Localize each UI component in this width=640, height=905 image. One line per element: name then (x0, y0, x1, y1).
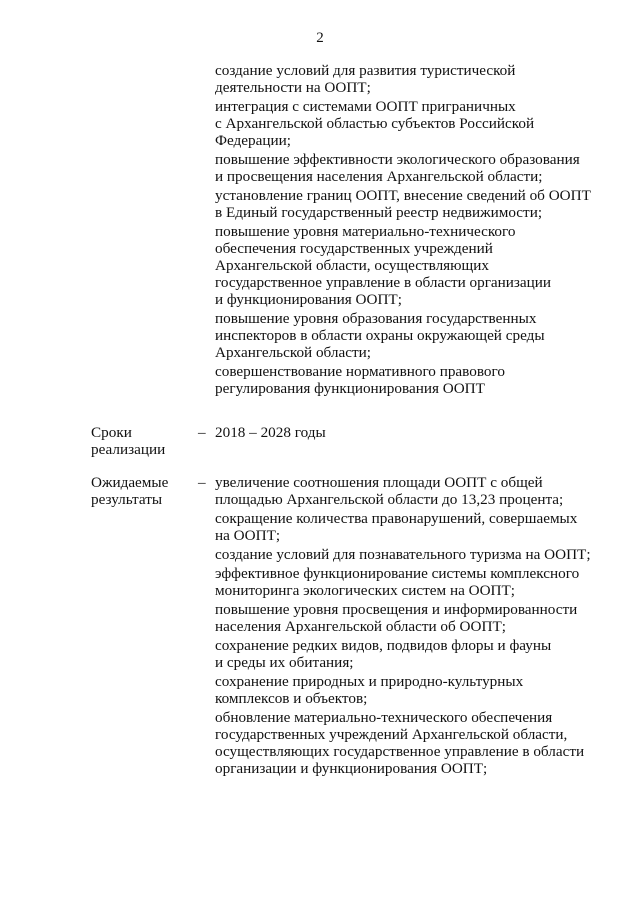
task-item (215, 363, 607, 397)
task-item (215, 310, 607, 361)
task-item-line: установление границ ООПТ, внесение сведений об ООПТ (215, 187, 591, 204)
task-item (215, 151, 607, 185)
task-item-line: интеграция с системами ООПТ приграничных (215, 98, 516, 115)
result-item-line: сохранение природных и природно-культурных (215, 673, 524, 690)
task-item-line: повышение уровня образования государственных (215, 310, 537, 327)
task-item-line: и функционирования ООПТ; (215, 291, 402, 308)
task-item-line: совершенствование нормативного правового (215, 363, 505, 380)
task-item-line: Федерации; (215, 132, 291, 149)
terms-label-line: Сроки (91, 424, 132, 441)
result-item-line: комплексов и объектов; (215, 690, 368, 707)
result-item-line: организации и функционирования ООПТ; (215, 760, 488, 777)
result-item (215, 510, 607, 544)
task-item-line: государственное управление в области организации (215, 274, 552, 291)
result-item (215, 601, 607, 635)
task-item-line: деятельности на ООПТ; (215, 79, 371, 96)
result-item-line: повышение уровня просвещения и информированности (215, 601, 578, 618)
task-item-line: регулирования функционирования ООПТ (215, 380, 485, 397)
task-item-line: Архангельской области; (215, 344, 371, 361)
result-item-line: создание условий для познавательного туризма на ООПТ; (215, 546, 591, 563)
task-item-line: и просвещения населения Архангельской области; (215, 168, 543, 185)
results-dash: – (198, 474, 206, 491)
task-item (215, 223, 607, 308)
tasks-continued-list (215, 62, 607, 399)
result-item-line: осуществляющих государственное управление в области (215, 743, 585, 760)
task-item-line: Архангельской области, осуществляющих (215, 257, 489, 274)
terms-label-line: реализации (91, 441, 166, 458)
result-item-line: эффективное функционирование системы комплексного (215, 565, 580, 582)
result-item-line: обновление материально-технического обеспечения (215, 709, 553, 726)
task-item (215, 62, 607, 96)
result-item-line: населения Архангельской области об ООПТ; (215, 618, 506, 635)
result-item-line: сохранение редких видов, подвидов флоры и фауны (215, 637, 552, 654)
task-item-line: создание условий для развития туристической (215, 62, 516, 79)
result-item-line: на ООПТ; (215, 527, 281, 544)
result-item (215, 474, 607, 508)
results-label-line: Ожидаемые (91, 474, 169, 491)
result-item-line: мониторинга экологических систем на ООПТ; (215, 582, 516, 599)
terms-value: 2018 – 2028 годы (215, 424, 326, 441)
result-item-line: увеличение соотношения площади ООПТ с общей (215, 474, 543, 491)
result-item (215, 637, 607, 671)
result-item (215, 565, 607, 599)
task-item (215, 187, 607, 221)
result-item (215, 673, 607, 707)
result-item (215, 546, 607, 563)
terms-dash: – (198, 424, 206, 441)
results-list (215, 474, 607, 779)
task-item (215, 98, 607, 149)
task-item-line: повышение эффективности экологического образования (215, 151, 580, 168)
task-item-line: повышение уровня материально-технического (215, 223, 516, 240)
task-item-line: обеспечения государственных учреждений (215, 240, 493, 257)
terms-label (91, 424, 191, 458)
task-item-line: инспекторов в области охраны окружающей среды (215, 327, 545, 344)
result-item (215, 709, 607, 777)
results-label (91, 474, 191, 508)
page-number: 2 (316, 30, 324, 46)
task-item-line: с Архангельской областью субъектов Российской (215, 115, 535, 132)
task-item-line: в Единый государственный реестр недвижимости; (215, 204, 543, 221)
result-item-line: и среды их обитания; (215, 654, 354, 671)
result-item-line: площадью Архангельской области до 13,23 процента; (215, 491, 564, 508)
result-item-line: сокращение количества правонарушений, совершаемых (215, 510, 578, 527)
result-item-line: государственных учреждений Архангельской области, (215, 726, 568, 743)
results-label-line: результаты (91, 491, 163, 508)
